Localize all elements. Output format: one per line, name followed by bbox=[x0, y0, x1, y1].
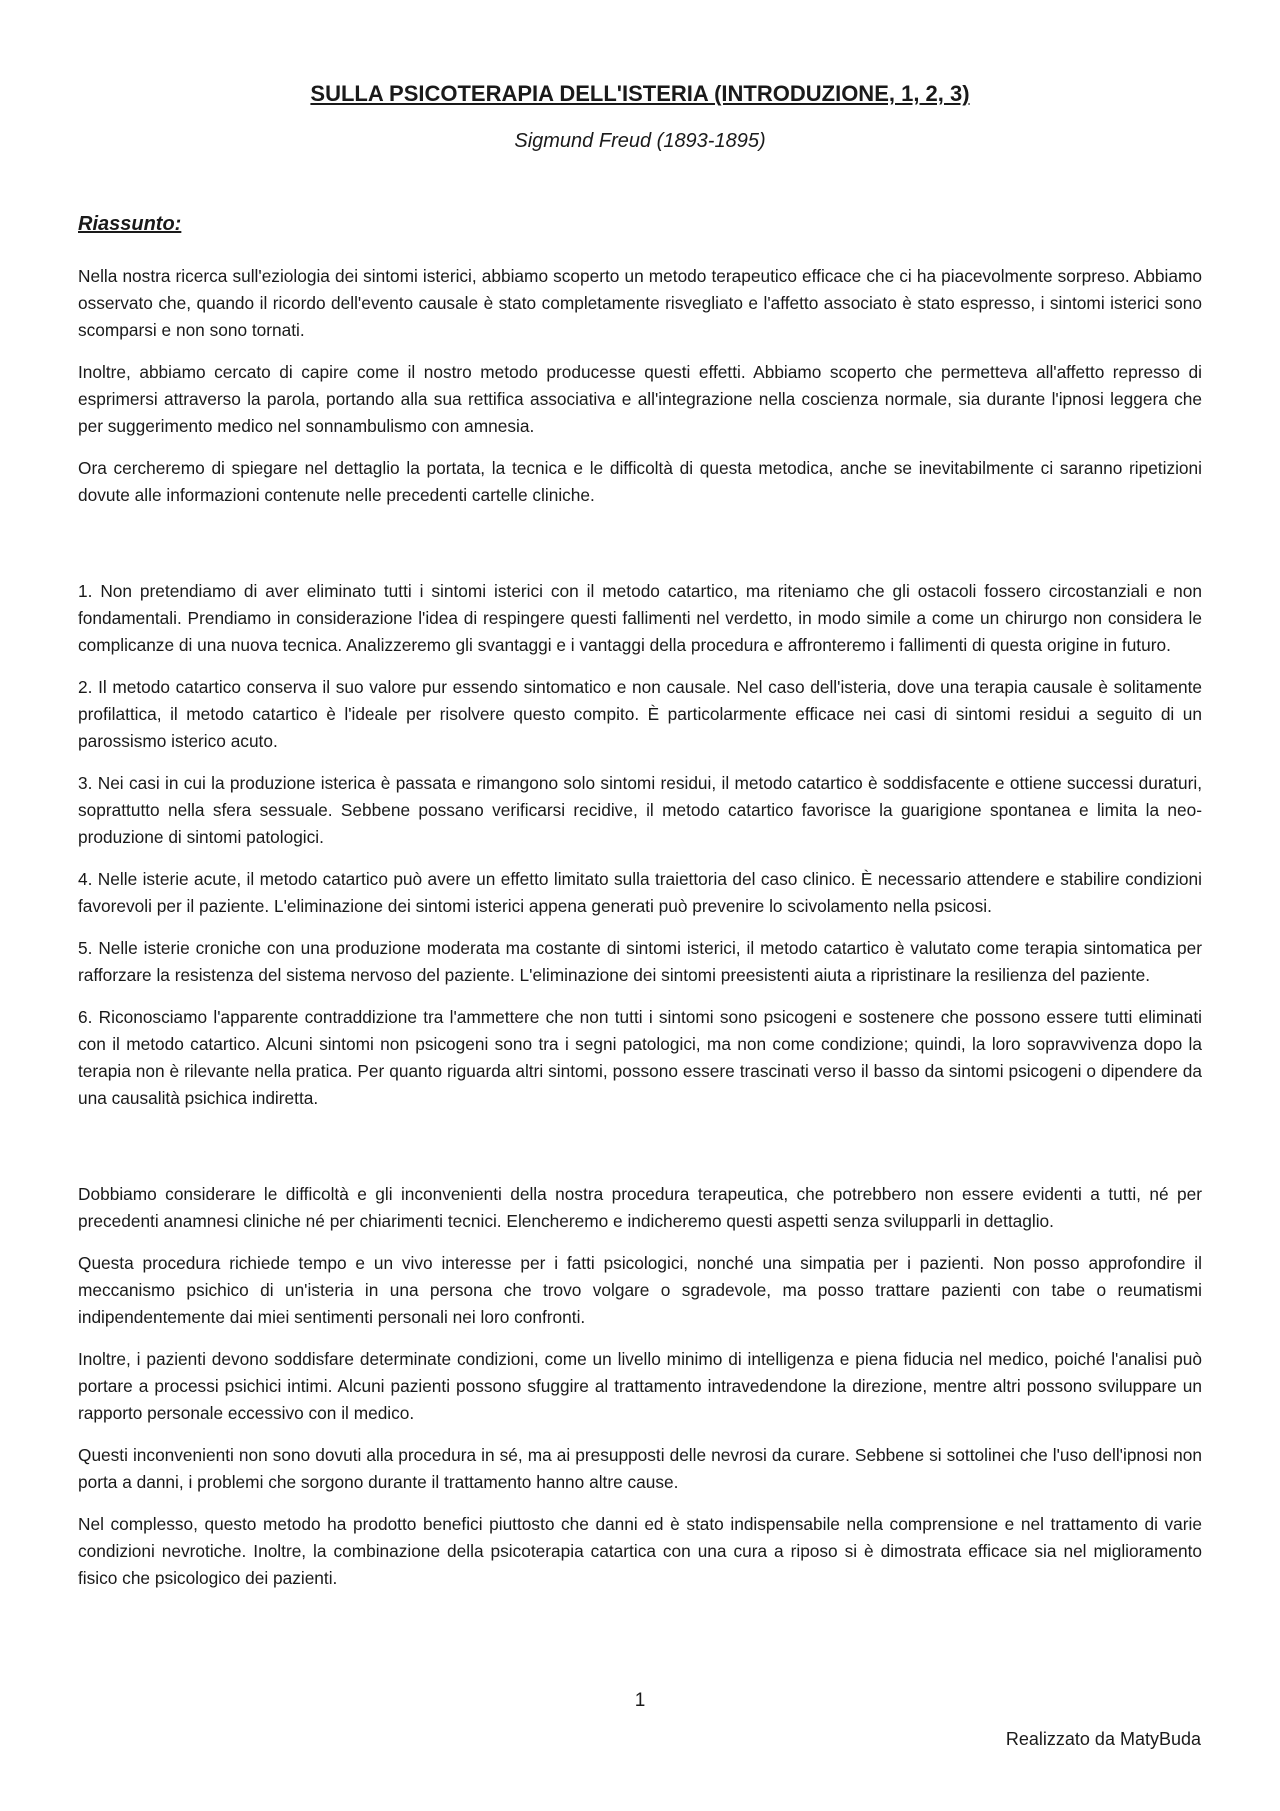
numbered-paragraph: 2. Il metodo catartico conserva il suo valore pur essendo sintomatico e non causale. Nel caso dell'isteria, dove una terapia causale è solitamente profilattica, il metodo catartico è l'ideale per risolvere questo compito. È particolarmente efficace nei casi di sintomi residui a seguito di un parossismo isterico acuto. bbox=[78, 677, 1202, 751]
document-page bbox=[78, 80, 1202, 1592]
summary-heading: Riassunto: bbox=[78, 213, 182, 235]
closing-paragraph: Questa procedura richiede tempo e un vivo interesse per i fatti psicologici, nonché una simpatia per i pazienti. Non posso approfondire il meccanismo psichico di un'isteria in una persona che trovo volgare o sgradevole, ma posso trattare pazienti con tabe o reumatismi indipendentemente dai miei sentimenti personali nei loro confronti. bbox=[78, 1253, 1202, 1327]
closing-paragraph: Nel complesso, questo metodo ha prodotto benefici piuttosto che danni ed è stato indispensabile nella comprensione e nel trattamento di varie condizioni nevrotiche. Inoltre, la combinazione della psicoterapia catartica con una cura a riposo si è dimostrata efficace sia nel miglioramento fisico che psicologico dei pazienti. bbox=[78, 1514, 1202, 1588]
numbered-paragraph: 4. Nelle isterie acute, il metodo catartico può avere un effetto limitato sulla traiettoria del caso clinico. È necessario attendere e stabilire condizioni favorevoli per il paziente. L'eliminazione dei sintomi isterici appena generati può prevenire lo scivolamento nella psicosi. bbox=[78, 869, 1202, 916]
page-title: SULLA PSICOTERAPIA DELL'ISTERIA (INTRODUZIONE, 1, 2, 3) bbox=[310, 81, 970, 106]
numbered-paragraph: 1. Non pretendiamo di aver eliminato tutti i sintomi isterici con il metodo catartico, ma riteniamo che gli ostacoli fossero circostanziali e non fondamentali. Prendiamo in considerazione l'idea di respingere questi fallimenti nel verdetto, in modo simile a come un chirurgo non considera le complicanze di una nuova tecnica. Analizzeremo gli svantaggi e i vantaggi della procedura e affronteremo i fallimenti di questa origine in futuro. bbox=[78, 581, 1202, 655]
closing-paragraph: Questi inconvenienti non sono dovuti alla procedura in sé, ma ai presupposti delle nevrosi da curare. Sebbene si sottolinei che l'uso dell'ipnosi non porta a danni, i problemi che sorgono durante il trattamento hanno altre cause. bbox=[78, 1445, 1202, 1492]
numbered-paragraph: 5. Nelle isterie croniche con una produzione moderata ma costante di sintomi isterici, il metodo catartico è valutato come terapia sintomatica per rafforzare la resistenza del sistema nervoso del paziente. L'eliminazione dei sintomi preesistenti aiuta a ripristinare la resilienza del paziente. bbox=[78, 938, 1202, 985]
closing-paragraph: Inoltre, i pazienti devono soddisfare determinate condizioni, come un livello minimo di intelligenza e piena fiducia nel medico, poiché l'analisi può portare a processi psichici intimi. Alcuni pazienti possono sfuggire al trattamento intravedendone la direzione, mentre altri possono sviluppare un rapporto personale eccessivo con il medico. bbox=[78, 1349, 1202, 1423]
numbered-paragraph: 3. Nei casi in cui la produzione isterica è passata e rimangono solo sintomi residui, il metodo catartico è soddisfacente e ottiene successi duraturi, soprattutto nella sfera sessuale. Sebbene possano verificarsi recidive, il metodo catartico favorisce la guarigione spontanea e limita la neo-produzione di sintomi patologici. bbox=[78, 773, 1202, 847]
intro-paragraph: Inoltre, abbiamo cercato di capire come il nostro metodo producesse questi effetti. Abbiamo scoperto che permetteva all'affetto represso di esprimersi attraverso la parola, portando alla sua rettifica associativa e all'integrazione nella coscienza normale, sia durante l'ipnosi leggera che per suggerimento medico nel sonnambulismo con amnesia. bbox=[78, 362, 1202, 436]
page-number: 1 bbox=[634, 1690, 646, 1711]
intro-paragraph: Ora cercheremo di spiegare nel dettaglio la portata, la tecnica e le difficoltà di questa metodica, anche se inevitabilmente ci saranno ripetizioni dovute alle informazioni contenute nelle precedenti cartelle cliniche. bbox=[78, 458, 1202, 505]
numbered-paragraph: 6. Riconosciamo l'apparente contraddizione tra l'ammettere che non tutti i sintomi sono psicogeni e sostenere che possono essere tutti eliminati con il metodo catartico. Alcuni sintomi non psicogeni sono tra i segni patologici, ma non come condizione; quindi, la loro sopravvivenza dopo la terapia non è rilevante nella pratica. Per quanto riguarda altri sintomi, possono essere trascinati verso il basso da sintomi psicogeni o dipendere da una causalità psichica indiretta. bbox=[78, 1007, 1202, 1108]
closing-paragraph: Dobbiamo considerare le difficoltà e gli inconvenienti della nostra procedura terapeutica, che potrebbero non essere evidenti a tutti, né per precedenti anamnesi cliniche né per chiarimenti tecnici. Elencheremo e indicheremo questi aspetti senza svilupparli in dettaglio. bbox=[78, 1184, 1202, 1231]
author-credit: Realizzato da MatyBuda bbox=[1005, 1729, 1201, 1749]
author-subtitle: Sigmund Freud (1893-1895) bbox=[514, 130, 766, 152]
intro-paragraph: Nella nostra ricerca sull'eziologia dei sintomi isterici, abbiamo scoperto un metodo terapeutico efficace che ci ha piacevolmente sorpreso. Abbiamo osservato che, quando il ricordo dell'evento causale è stato completamente risvegliato e l'affetto associato è stato espresso, i sintomi isterici sono scomparsi e non sono tornati. bbox=[78, 266, 1202, 340]
